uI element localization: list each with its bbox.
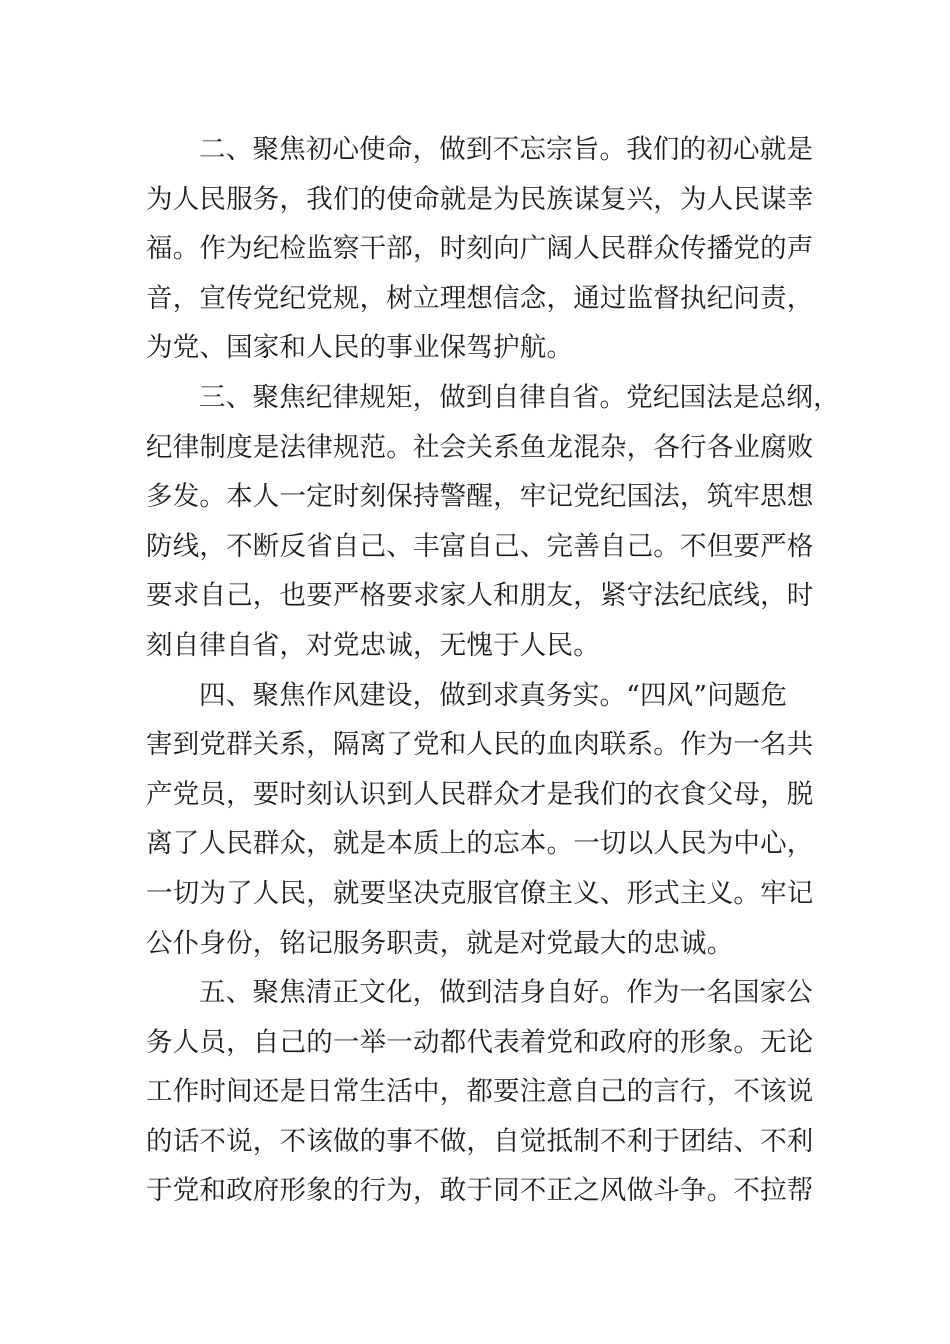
paragraph-line: 三、聚焦纪律规矩，做到自律自省。党纪国法是总纲，	[199, 381, 840, 413]
paragraph-line: 的话不说，不该做的事不做，自觉抵制不利于团结、不利	[146, 1125, 814, 1157]
paragraph-line: 离了人民群众，就是本质上的忘本。一切以人民为中心，	[146, 828, 814, 860]
paragraph-line: 四、聚焦作风建设，做到求真务实。“四风”问题危	[199, 679, 788, 711]
paragraph-line: 刻自律自省，对党忠诚，无愧于人民。	[146, 629, 600, 661]
paragraph-line: 五、聚焦清正文化，做到洁身自好。作为一名国家公	[199, 977, 814, 1009]
paragraph-5	[146, 968, 814, 1216]
paragraph-2	[146, 125, 814, 373]
paragraph-line: 要求自己，也要严格要求家人和朋友，紧守法纪底线，时	[146, 580, 814, 612]
paragraph-3	[146, 373, 840, 671]
paragraph-line: 于党和政府形象的行为，敢于同不正之风做斗争。不拉帮	[146, 1175, 814, 1207]
paragraph-line: 公仆身份，铭记服务职责，就是对党最大的忠诚。	[146, 927, 734, 959]
paragraph-line: 害到党群关系，隔离了党和人民的血肉联系。作为一名共	[146, 729, 814, 761]
paragraph-line: 一切为了人民，就要坚决克服官僚主义、形式主义。牢记	[146, 877, 814, 909]
document-body	[146, 125, 840, 1216]
paragraph-line: 福。作为纪检监察干部，时刻向广阔人民群众传播党的声	[146, 233, 814, 265]
paragraph-line: 防线，不断反省自己、丰富自己、完善自己。不但要严格	[146, 530, 814, 562]
paragraph-line: 多发。本人一定时刻保持警醒，牢记党纪国法，筑牢思想	[146, 481, 814, 513]
paragraph-line: 工作时间还是日常生活中，都要注意自己的言行，不该说	[146, 1076, 814, 1108]
paragraph-line: 务人员，自己的一举一动都代表着党和政府的形象。无论	[146, 1026, 814, 1058]
paragraph-line: 二、聚焦初心使命，做到不忘宗旨。我们的初心就是	[199, 134, 814, 165]
paragraph-line: 为党、国家和人民的事业保驾护航。	[146, 332, 574, 364]
paragraph-4	[146, 671, 814, 969]
paragraph-line: 产党员，要时刻认识到人民群众才是我们的衣食父母，脱	[146, 778, 814, 810]
paragraph-line: 纪律制度是法律规范。社会关系鱼龙混杂，各行各业腐败	[146, 431, 814, 463]
paragraph-line: 为人民服务，我们的使命就是为民族谋复兴，为人民谋幸	[146, 183, 814, 215]
paragraph-line: 音，宣传党纪党规，树立理想信念，通过监督执纪问责，	[146, 282, 814, 314]
